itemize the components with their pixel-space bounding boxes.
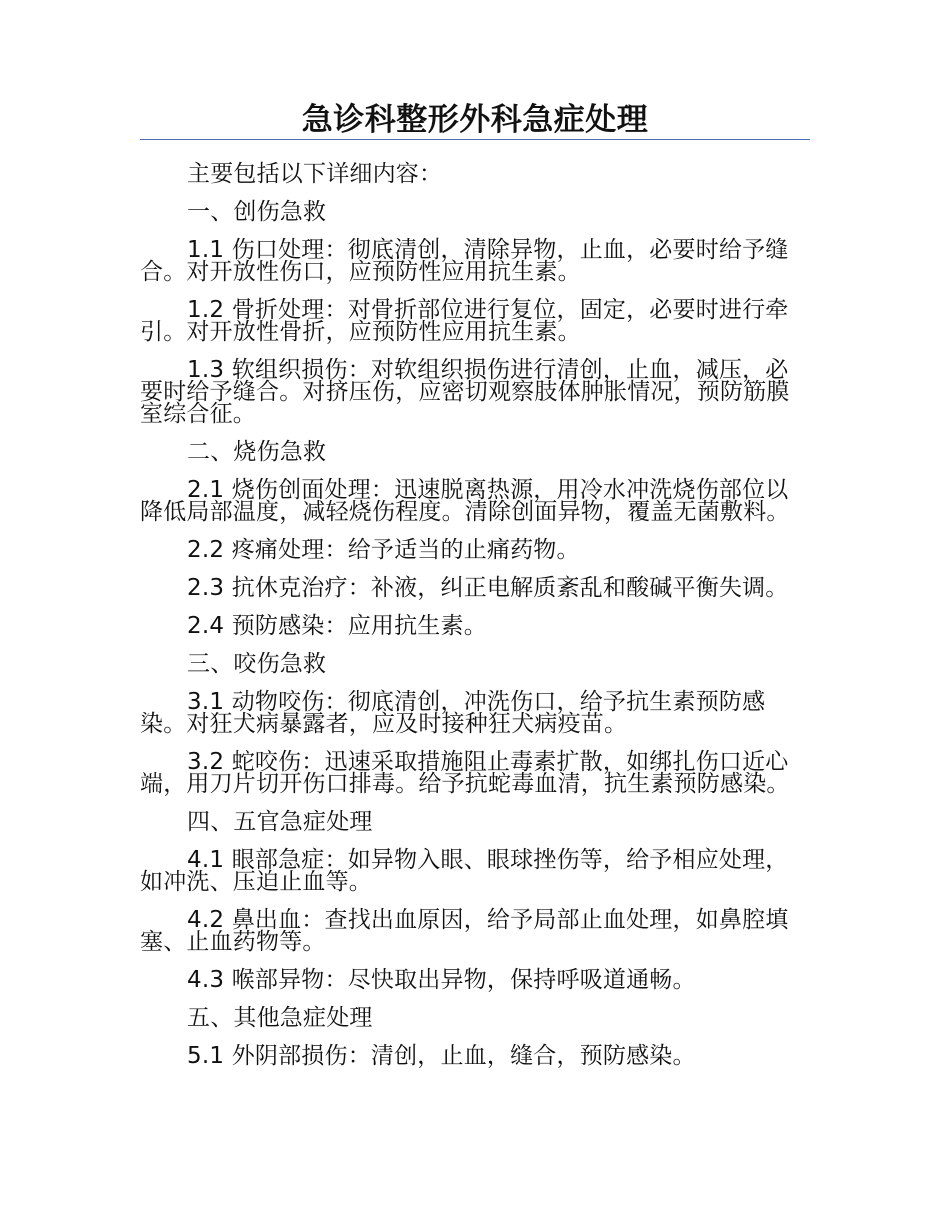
paragraph-1-1: 1.1 伤口处理：彻底清创，清除异物，止血，必要时给予缝合。对开放性伤口，应预防性应用抗生素。	[140, 237, 789, 285]
paragraph-4-2: 4.2 鼻出血：查找出血原因，给予局部止血处理，如鼻腔填塞、止血药物等。	[140, 907, 789, 955]
paragraph-4-1: 4.1 眼部急症：如异物入眼、眼球挫伤等，给予相应处理，如冲洗、压迫止血等。	[140, 847, 789, 895]
title-underline	[140, 139, 810, 140]
paragraph-3-2: 3.2 蛇咬伤：迅速采取措施阻止毒素扩散，如绑扎伤口近心端，用刀片切开伤口排毒。给予抗蛇毒血清，抗生素预防感染。	[140, 749, 790, 797]
paragraph-1-2: 1.2 骨折处理：对骨折部位进行复位，固定，必要时进行牵引。对开放性骨折，应预防性应用抗生素。	[140, 297, 789, 345]
section-heading-burns: 二、烧伤急救	[187, 439, 327, 465]
paragraph-1-3: 1.3 软组织损伤：对软组织损伤进行清创，止血，减压，必要时给予缝合。对挤压伤，应密切观察肢体肿胀情况，预防筋膜室综合征。	[140, 357, 790, 427]
paragraph-5-1: 5.1 外阴部损伤：清创，止血，缝合，预防感染。	[187, 1043, 696, 1069]
section-heading-ent: 四、五官急症处理	[187, 809, 373, 835]
paragraph-4-3: 4.3 喉部异物：尽快取出异物，保持呼吸道通畅。	[187, 967, 696, 993]
paragraph-2-3: 2.3 抗休克治疗：补液，纠正电解质紊乱和酸碱平衡失调。	[187, 575, 789, 601]
section-heading-bites: 三、咬伤急救	[187, 651, 327, 677]
document-body	[140, 155, 810, 1075]
section-heading-other: 五、其他急症处理	[187, 1005, 373, 1031]
section-heading-trauma: 一、创伤急救	[187, 199, 327, 225]
intro-line: 主要包括以下详细内容：	[187, 161, 443, 187]
document-title: 急诊科整形外科急症处理	[301, 102, 649, 138]
paragraph-2-2: 2.2 疼痛处理：给予适当的止痛药物。	[187, 537, 580, 563]
paragraph-2-1: 2.1 烧伤创面处理：迅速脱离热源，用冷水冲洗烧伤部位以降低局部温度，减轻烧伤程度。清除创面异物，覆盖无菌敷料。	[140, 477, 790, 525]
paragraph-3-1: 3.1 动物咬伤：彻底清创，冲洗伤口，给予抗生素预防感染。对狂犬病暴露者，应及时接种狂犬病疫苗。	[140, 689, 766, 737]
paragraph-2-4: 2.4 预防感染：应用抗生素。	[187, 613, 487, 639]
